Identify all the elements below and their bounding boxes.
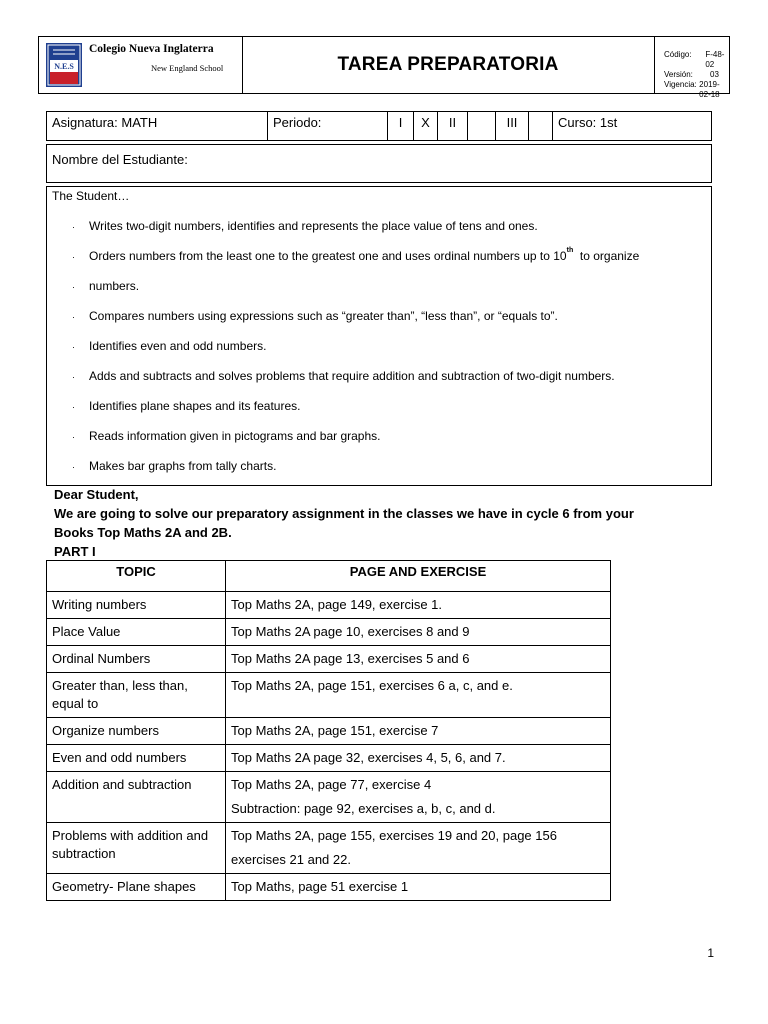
goal-item: · Identifies plane shapes and its features.	[72, 399, 301, 413]
goal-item: · Makes bar graphs from tally charts.	[72, 459, 277, 473]
period-i: I	[388, 112, 414, 140]
school-name: Colegio Nueva Inglaterra	[89, 43, 214, 55]
goal-item: · Compares numbers using expressions such as “greater than”, “less than”, or “equals to”.	[72, 309, 558, 323]
letter-line: We are going to solve our preparatory assignment in the classes we have in cycle 6 from your	[54, 506, 634, 521]
page-number: 1	[707, 946, 714, 960]
title-cell	[242, 37, 655, 93]
meta-row: Código: F-48-02	[664, 50, 725, 69]
meta-row: Versión: 03	[664, 70, 719, 79]
period-label: Periodo:	[268, 112, 388, 140]
period-iii-mark[interactable]	[529, 112, 553, 140]
letter-greeting: Dear Student,	[54, 487, 139, 502]
goal-item: · Identifies even and odd numbers.	[72, 339, 267, 353]
period-ii: II	[438, 112, 468, 140]
period-iii: III	[496, 112, 529, 140]
column-header-page: PAGE AND EXERCISE	[226, 561, 611, 592]
table-row: Geometry- Plane shapes Top Maths, page 51 exercise 1	[47, 874, 611, 901]
school-subtitle: New England School	[151, 63, 224, 73]
table-row: Writing numbers Top Maths 2A, page 149, exercise 1.	[47, 592, 611, 619]
goal-item: · Adds and subtracts and solves problems that require addition and subtraction of two-digit numbers.	[72, 369, 615, 383]
meta-row: Vigencia: 2019-02-18	[664, 80, 720, 99]
table-row: Even and odd numbers Top Maths 2A page 32, exercises 4, 5, 6, and 7.	[47, 745, 611, 772]
goal-item: · Reads information given in pictograms and bar graphs.	[72, 429, 381, 443]
meta-cell	[654, 37, 729, 99]
student-name-field[interactable]: Nombre del Estudiante:	[46, 144, 712, 183]
document-header	[38, 36, 730, 99]
subject-field: Asignatura: MATH	[47, 112, 268, 140]
table-row: Greater than, less than, equal to Top Maths 2A, page 151, exercises 6 a, c, and e.	[47, 673, 611, 718]
course-field: Curso: 1st	[558, 115, 618, 130]
learning-goals	[46, 186, 712, 486]
goals-lead: The Student…	[52, 189, 130, 203]
goal-item: · Orders numbers from the least one to the greatest one and uses ordinal numbers up to 10th to organize	[72, 247, 640, 263]
goal-item: · Writes two-digit numbers, identifies and represents the place value of tens and ones.	[72, 219, 538, 233]
letter-line: Books Top Maths 2A and 2B.	[54, 525, 232, 540]
table-row: Problems with addition and subtraction Top Maths 2A, page 155, exercises 19 and 20, page 156 exercises 21 and 22.	[47, 823, 611, 874]
topics-table	[46, 560, 611, 901]
goal-item: · numbers.	[72, 279, 140, 293]
document-title: TAREA PREPARATORIA	[337, 54, 559, 75]
subject-row	[46, 111, 712, 141]
table-row: Addition and subtraction Top Maths 2A, page 77, exercise 4 Subtraction: page 92, exercises a, b, c, and d.	[47, 772, 611, 823]
school-cell	[39, 37, 243, 93]
column-header-topic: TOPIC	[47, 561, 226, 592]
period-i-mark[interactable]: X	[414, 112, 438, 140]
table-row: Place Value Top Maths 2A page 10, exercises 8 and 9	[47, 619, 611, 646]
school-crest-icon	[45, 42, 83, 88]
part-heading: PART I	[54, 544, 96, 559]
table-row: Organize numbers Top Maths 2A, page 151, exercise 7	[47, 718, 611, 745]
crest-text: N.E.S	[54, 62, 74, 71]
table-header-row	[47, 561, 611, 592]
document-meta	[664, 50, 730, 100]
table-row: Ordinal Numbers Top Maths 2A page 13, exercises 5 and 6	[47, 646, 611, 673]
superscript: th	[566, 247, 574, 254]
period-ii-mark[interactable]	[468, 112, 496, 140]
